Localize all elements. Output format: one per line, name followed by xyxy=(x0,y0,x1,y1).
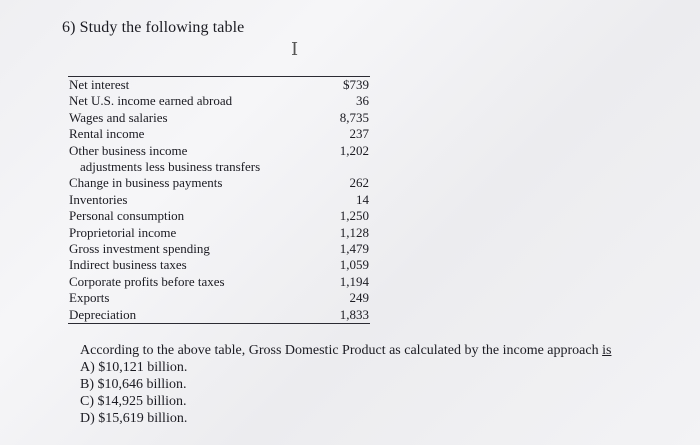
row-amount: 8,735 xyxy=(339,109,369,125)
text-cursor-icon: I xyxy=(291,39,299,60)
row-item: Wages and salaries xyxy=(69,109,168,125)
income-table xyxy=(68,76,370,324)
table-row xyxy=(68,307,370,324)
row-item: Net U.S. income earned abroad xyxy=(69,93,233,109)
row-item: Exports xyxy=(69,290,110,306)
table-row xyxy=(68,110,370,126)
row-item: Depreciation xyxy=(69,306,137,322)
row-item: Corporate profits before taxes xyxy=(69,273,225,289)
table-row xyxy=(68,126,370,142)
row-item: Other business income xyxy=(69,142,188,158)
question-prompt-emphasis: is xyxy=(602,343,612,358)
row-item: Proprietorial income xyxy=(69,224,177,240)
row-amount: 1,202 xyxy=(339,142,369,158)
row-amount: 1,833 xyxy=(339,306,369,322)
row-item: Inventories xyxy=(69,191,128,207)
row-amount: 1,250 xyxy=(339,208,369,224)
table-row xyxy=(68,208,370,224)
row-item: Rental income xyxy=(69,126,145,142)
table-row xyxy=(68,175,370,191)
row-amount: 237 xyxy=(349,126,369,142)
row-item: Change in business payments xyxy=(69,175,223,191)
choice-c[interactable]: C) $14,925 billion. xyxy=(80,394,187,409)
question-title: 6) Study the following table xyxy=(62,19,245,36)
row-amount xyxy=(309,159,370,175)
row-item: adjustments less business transfers xyxy=(80,159,261,175)
table-row xyxy=(68,143,370,159)
row-item: Gross investment spending xyxy=(69,241,210,257)
row-amount: 1,194 xyxy=(339,273,369,289)
row-amount: 249 xyxy=(349,290,369,306)
row-amount: $739 xyxy=(343,77,369,92)
row-item: Personal consumption xyxy=(69,208,185,224)
question-block xyxy=(80,342,611,427)
row-amount: 1,128 xyxy=(339,224,369,240)
row-amount: 1,059 xyxy=(339,257,369,273)
table-row xyxy=(68,77,370,94)
table-row xyxy=(68,257,370,273)
row-amount: 262 xyxy=(349,175,369,191)
table-row xyxy=(68,192,370,208)
table-row xyxy=(68,93,370,109)
row-amount: 36 xyxy=(356,93,369,109)
row-item: Net interest xyxy=(69,77,130,92)
question-prompt xyxy=(80,342,611,359)
question-prompt-main: According to the above table, Gross Domestic Product as calculated by the income approach xyxy=(80,343,603,358)
table-row xyxy=(68,274,370,290)
row-amount: 1,479 xyxy=(339,241,369,257)
row-amount: 14 xyxy=(356,191,369,207)
choice-d[interactable]: D) $15,619 billion. xyxy=(80,411,188,426)
table-row xyxy=(68,241,370,257)
table-row xyxy=(68,290,370,306)
choice-a[interactable]: A) $10,121 billion. xyxy=(80,360,188,375)
choice-b[interactable]: B) $10,646 billion. xyxy=(80,377,187,392)
row-item: Indirect business taxes xyxy=(69,257,187,273)
table-row xyxy=(68,159,370,175)
table-row xyxy=(68,225,370,241)
